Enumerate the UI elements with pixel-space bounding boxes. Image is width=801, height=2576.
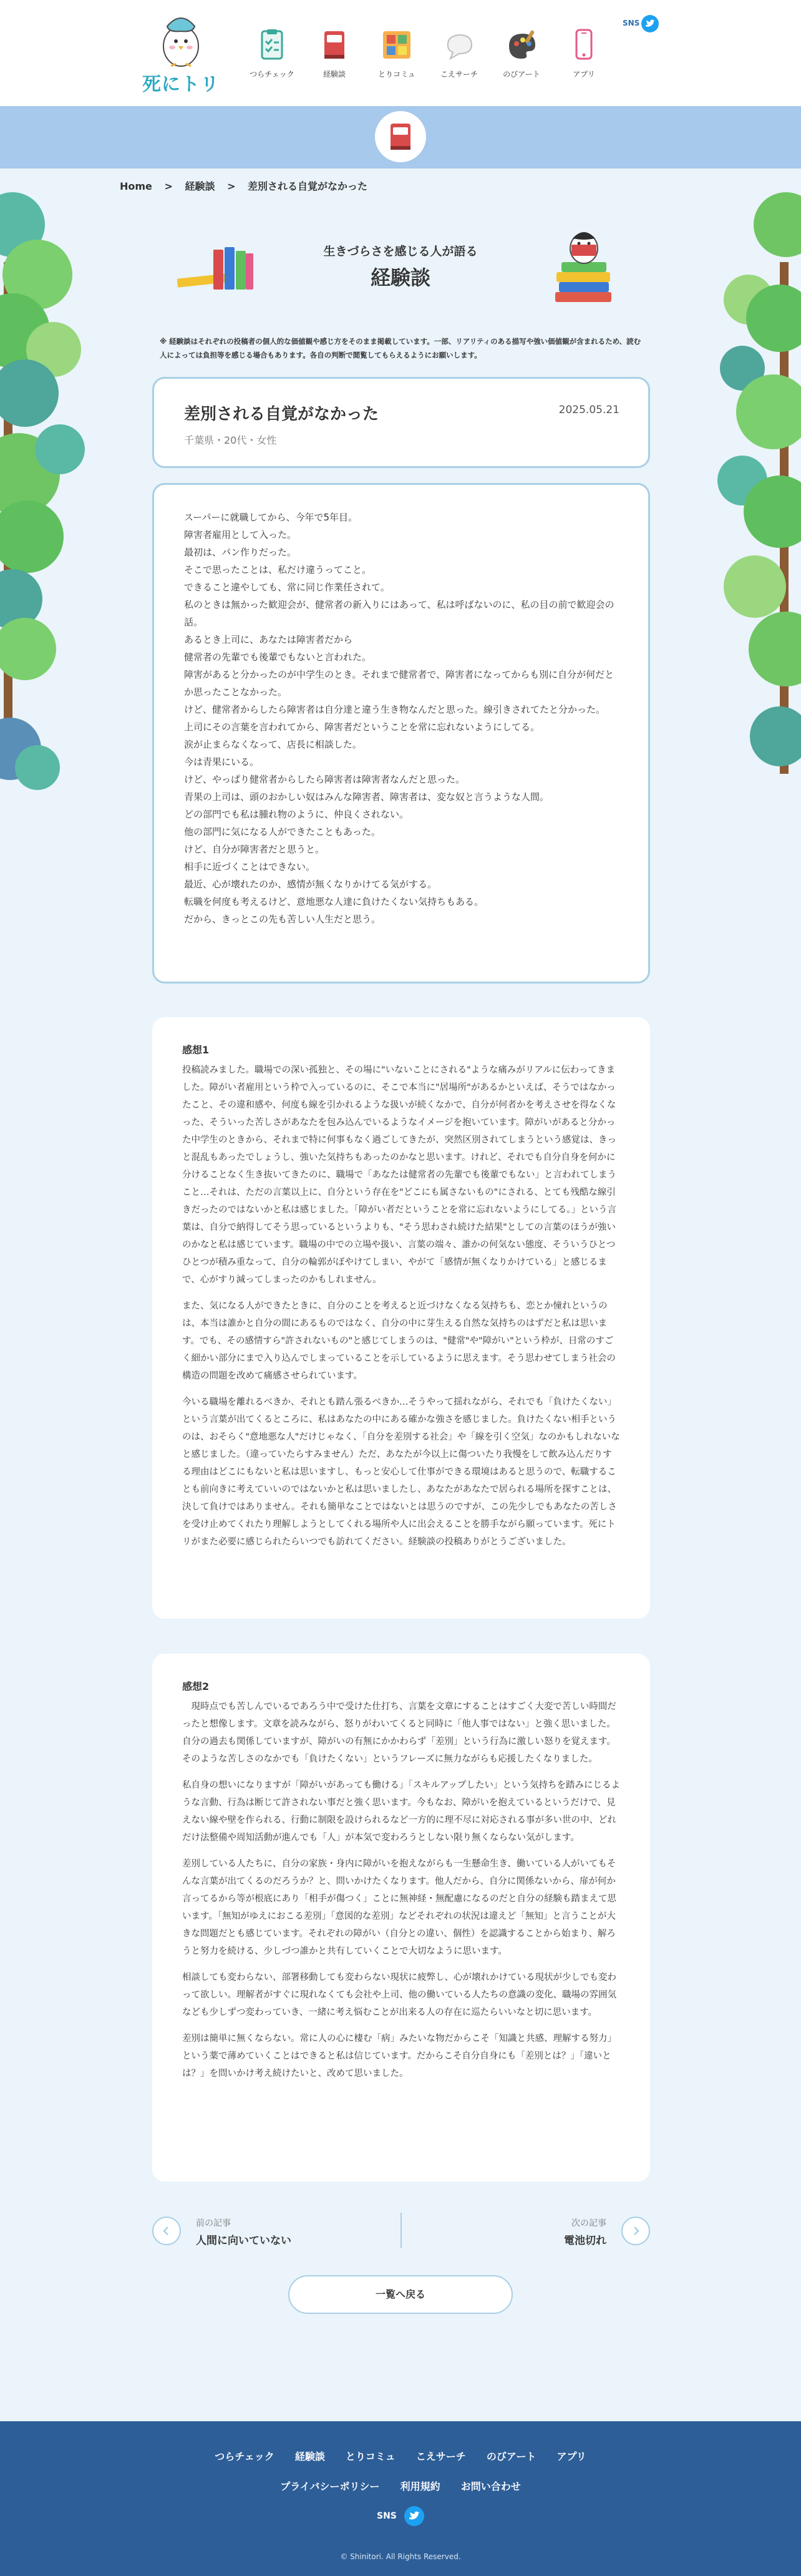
article-date: 2025.05.21 — [558, 404, 619, 416]
chevron-right-icon — [631, 2226, 641, 2236]
footer-link-nobi-art[interactable]: のびアート — [486, 2451, 536, 2462]
comment-body — [182, 1679, 620, 2091]
twitter-icon[interactable] — [404, 2506, 424, 2526]
next-label: 次の記事 — [571, 2218, 606, 2228]
comment-body — [182, 1042, 620, 1559]
prev-button[interactable] — [152, 2217, 181, 2245]
footer-link-tori-community[interactable]: とりコミュ — [345, 2451, 396, 2462]
pager-divider — [400, 2213, 402, 2248]
body-line: 上司にその言葉を言われてから、障害者だということを常に忘れないようにしてる。 — [184, 721, 540, 733]
hero-band — [0, 106, 801, 168]
comment-paragraph: 今いる職場を離れるべきか、それとも踏ん張るべきか…そうやって揺れながら、それでも「負けたくない」という言葉が出てくるところに、私はあなたの中にある確かな強さを感じました。負けたくない相手というのは、おそらく"意地悪な人"だけじゃなく、「自分を差別する社会」や「線を引く空気」なのかもしれないなと感じました。（違っていたらすみません）ただ、あなたが今以上に傷ついたり我慢をして飲み込んだりする理由はどこにもないと私は思いますし、もっと安心して仕事ができる環境はあると思うので、転職することも前向きに考えていいのではないかと私は思いましたし、あなたがあなたで居られる場所を探すことは、決して負けではありません。それも簡単なことではないとは思うのですが、この先少しでもあなたの苦しさを受け止めてくれたり理解しようとしてくれる場所や人に出会えることを勝手ながら願っています。死にトリがまた必要に感じられたらいつでも訪れてください。経験談の投稿ありがとうございました。 — [182, 1397, 620, 1547]
body-line: 障害があると分かったのが中学生のとき。それまで健常者で、障害者になってからも別に自分が何だとか思ったことなかった。 — [184, 669, 614, 698]
nav-label: アプリ — [573, 70, 595, 79]
section-header — [168, 218, 633, 312]
nav-item-experiences[interactable] — [303, 27, 366, 84]
next-title: 電池切れ — [564, 2235, 606, 2247]
comment-heading: 感想1 — [182, 1044, 210, 1056]
next-article-link[interactable] — [413, 2212, 650, 2249]
sns-label: SNS — [377, 2511, 397, 2521]
footer-nav — [0, 2449, 801, 2463]
nav-label: とりコミュ — [378, 70, 415, 79]
body-line: 今は青果にいる。 — [184, 756, 260, 768]
comment-card-1 — [152, 1017, 650, 1619]
breadcrumb-section[interactable]: 経験談 — [185, 180, 215, 192]
comment-paragraph: 差別は簡単に無くならない。常に人の心に棲む「病」みたいな物だからこそ「知識と共感、理解する努力」という薬で薄めていくことはできると私は信じています。だからこそ自分自身にも「差別とは？」「違いとは？」を問いかけ考え続けたいと、改めて思いました。 — [182, 2034, 616, 2079]
nav-label: こえサーチ — [440, 70, 478, 79]
next-button[interactable] — [621, 2217, 650, 2245]
breadcrumb-separator: > — [164, 180, 173, 192]
article-body — [184, 509, 621, 928]
body-line: 涙が止まらなくなって、店長に相談した。 — [184, 739, 362, 750]
footer-link-app[interactable]: アプリ — [556, 2451, 586, 2462]
nav-label: のびアート — [503, 70, 540, 79]
footer-link-terms[interactable]: 利用規約 — [400, 2481, 440, 2492]
copyright: © Shinitori. All Rights Reserved. — [340, 2552, 461, 2561]
article-body-card — [152, 483, 650, 983]
body-line: スーパーに就職してから、今年で5年目。 — [184, 512, 358, 523]
body-line: けど、自分が障害者だと思うと。 — [184, 844, 325, 855]
prev-article-link[interactable] — [152, 2212, 389, 2249]
site-footer — [0, 2421, 801, 2576]
body-line: できること違やしても、常に同じ作業任されて。 — [184, 582, 390, 593]
comment-paragraph: 相談しても変わらない、部署移動しても変わらない現状に疲弊し、心が壊れかけている現状が少しでも変わって欲しい。理解者がすぐに現れなくても会社や上司、他の働いている人たちの意識の変化、職場の雰囲気なども少しずつ変わっていき、一緒に考え悩むことが出来る人の存在に巡たらいいなと切に思います。 — [182, 1973, 616, 2017]
nav-item-app[interactable] — [553, 27, 615, 84]
art-palette-icon — [504, 27, 539, 62]
bird-mascot-icon — [157, 14, 205, 69]
checklist-icon — [255, 27, 289, 62]
body-line: そこで思ったことは、私だけ違うってこと。 — [184, 564, 372, 575]
body-line: 障害者雇用として入った。 — [184, 529, 297, 540]
nav-item-tsura-check[interactable] — [241, 27, 303, 84]
nav-label: 経験談 — [323, 70, 346, 79]
body-line: 最初は、パン作りだった。 — [184, 547, 297, 558]
nav-label: つらチェック — [250, 70, 294, 79]
footer-link-experiences[interactable]: 経験談 — [294, 2451, 325, 2462]
body-line: 健常者の先輩でも後輩でもないと言われた。 — [184, 651, 372, 663]
book-icon — [388, 122, 413, 151]
book-icon — [317, 27, 352, 62]
footer-link-koe-search[interactable]: こえサーチ — [415, 2451, 466, 2462]
comment-heading: 感想2 — [182, 1681, 210, 1692]
breadcrumb-current: 差別される自覚がなかった — [248, 180, 368, 192]
body-line: 私のときは無かった歓迎会が、健常者の新入りにはあって、私は呼ばないのに、私の目の前で歓迎会の話。 — [184, 599, 614, 628]
body-line: けど、やっぱり健常者からしたら障害者は障害者なんだと思った。 — [184, 774, 465, 785]
notice-text: ※ 経験談はそれぞれの投稿者の個人的な価値観や感じ方をそのまま掲載しています。一部、リアリティのある描写や強い価値観が含まれるため、読む人によっては負担等を感じる場合もあります。各自の判断で閲覧してもらえるようにお願いします。 — [160, 337, 641, 359]
footer-sns — [377, 2506, 427, 2527]
smartphone-icon — [566, 27, 601, 62]
article-author-meta: 千葉県・20代・女性 — [184, 434, 277, 446]
comment-paragraph: また、気になる人ができたときに、自分のことを考えると近づけなくなる気持ちも、恋とか憧れというのは、本当は誰かと自分の間にあるものではなく、自分の中に芽生える自然な気持ちのはずだと私は思います。でも、その感情すら"許されないもの"と感じてしまうのは、"健常"や"障がい"という枠が、日常のすごく細かい部分にまで入り込んでしまっていることを示しているように思えます。そう思わせてしまう社会の構造の問題を改めて痛感させられています。 — [182, 1301, 616, 1381]
bird-on-books-illustration-icon — [549, 225, 618, 306]
footer-secondary-nav — [0, 2479, 801, 2493]
body-line: あるとき上司に、あなたは障害者だから — [184, 634, 353, 645]
comment-paragraph: 私自身の想いになりますが「障がいがあっても働ける」「スキルアップしたい」という気持ちを踏みにじるような言動、行為は断じて許されない事だと強く思います。今もなお、障がいを抱えているというだけで、見えない線や壁を作られる、行動に制限を設けられるなど一方的に理不尽に対応される事が多い世の中、どれだけ法整備や周知活動が進んでも「人」が本気で変わろうとしない限り無くならない気がします。 — [182, 1780, 620, 1843]
comment-paragraph: 現時点でも苦しんでいるであろう中で受けた仕打ち、言葉を文章にすることはすごく大変で苦しい時間だったと想像します。文章を読みながら、怒りがわいてくると同時に「他人事ではない」と強く思いました。自分の過去も関係していますが、障がいの有無にかかわらず「差別」という行為に激しい怒りを覚えます。そのような苦しさのなかでも「負けたくない」というフレーズに無力ながらも応援したくなりました。 — [182, 1702, 616, 1764]
footer-link-contact[interactable]: お問い合わせ — [460, 2481, 521, 2492]
community-icon — [379, 27, 414, 62]
nav-item-tori-community[interactable] — [366, 27, 428, 84]
comment-paragraph: 差別している人たちに、自分の家族・身内に障がいを抱えながらも一生懸命生き、働いている人がいてもそんな言葉が出てくるのだろうか？と、問いかけたくなります。他人だから、自分に関係ないから、扉が何か言ってるから等が根底にあり「相手が傷つく」ことに無神経・無配慮になるのだと自分の経験も踏まえて思います。「無知がゆえにおこる差別」「意図的な差別」などそれぞれの状況は違えど「無知」と言うことが大きな問題だとも感じています。それぞれの障がい（自分との違い、個性）を認識することから始まり、解ろうと努力を続ける、少しづつ誰かと共有していくことで大切なように思います。 — [182, 1859, 616, 1956]
body-line: 他の部門に気になる人ができたこともあった。 — [184, 826, 381, 837]
breadcrumb-separator: > — [227, 180, 236, 192]
twitter-icon[interactable] — [641, 15, 659, 32]
comment-card-2 — [152, 1654, 650, 2182]
comment-paragraph: 投稿読みました。職場での深い孤独と、その場に"いないことにされる"ような痛みがリアルに伝わってきました。障がい者雇用という枠で入っているのに、そこで本当に"居場所"があるかといえば、そうではなかったこと、その違和感や、何度も線を引かれるような扱いが続くなかで、自分が何者かを考えさせを得なくなった、そういった苦しさがあなたを包み込んでいるようなイメージを抱いています。障がいがあると分かった中学生のときから、それまで特に何事もなく過ごしてきたが、突然区別されてしまうという感覚は、きっと混乱もあったでしょうし、強いた気持ちもあったのかなと思います。けれど、それでも自分自身を何かに分けることなく生き抜いてきたのに、職場で「あなたは健常者の先輩でも後輩でもない」と言われてしまうこと…それは、ただの言葉以上に、自分という存在を"どこにも属さないもの"にされる、とても残酷な線引きだったのではないかと私は感じました。「障がい者だということを常に忘れないようにしてる。」という言葉は、自分で納得してそう思っているというよりも、"そう思わされ続けた結果"としての言葉のほうが強いのかなと私は感じています。職場の中での立場や扱い、言葉の端々、誰かの何気ない態度、そういうひとつひとつが積み重なって、自分の輪郭がぼやけてしまい、やがて「感情が無くなりかけている」と感じるまで、心がすり減ってしまったのかもしれません。 — [182, 1065, 616, 1285]
prev-title: 人間に向いていない — [196, 2235, 291, 2247]
breadcrumb — [120, 178, 376, 191]
band-badge — [375, 111, 426, 162]
article-header-card — [152, 377, 650, 468]
body-line: だから、きっとこの先も苦しい人生だと思う。 — [184, 914, 381, 925]
article-pager — [152, 2207, 650, 2253]
section-subtitle: 生きづらさを感じる人が語る — [323, 245, 478, 258]
prev-label: 前の記事 — [196, 2218, 231, 2228]
nav-item-nobi-art[interactable] — [490, 27, 553, 84]
body-line: 青果の上司は、頭のおかしい奴はみんな障害者、障害者は、変な奴と言うような人間。 — [184, 791, 550, 803]
chevron-left-icon — [162, 2226, 172, 2236]
body-line: 最近、心が壊れたのか、感情が無くなりかけてる気がする。 — [184, 879, 437, 890]
body-line: 相手に近づくことはできない。 — [184, 861, 316, 872]
speech-bubble-icon — [442, 27, 477, 62]
site-logo[interactable] — [142, 14, 220, 95]
tree-decoration-right — [705, 187, 801, 836]
sns-label: SNS — [623, 19, 640, 27]
section-title: 経験談 — [370, 266, 430, 290]
nav-item-koe-search[interactable] — [428, 27, 490, 84]
body-line: けど、健常者からしたら障害者は自分達と違う生き物なんだと思った。線引きされてたと分かった。 — [184, 704, 606, 715]
footer-link-privacy[interactable]: プライバシーポリシー — [280, 2481, 380, 2492]
tree-decoration-left — [0, 187, 100, 836]
logo-text: 死にトリ — [142, 74, 220, 95]
site-header — [0, 0, 801, 106]
body-line: 転職を何度も考えるけど、意地悪な人達に負けたくない気持ちもある。 — [184, 896, 484, 907]
footer-link-tsura-check[interactable]: つらチェック — [215, 2451, 274, 2462]
body-line: どの部門でも私は腫れ物のように、仲良くされない。 — [184, 809, 409, 820]
back-to-list-button[interactable]: 一覧へ戻る — [288, 2275, 513, 2314]
article-title: 差別される自覚がなかった — [184, 405, 379, 424]
breadcrumb-home[interactable]: Home — [120, 180, 152, 192]
